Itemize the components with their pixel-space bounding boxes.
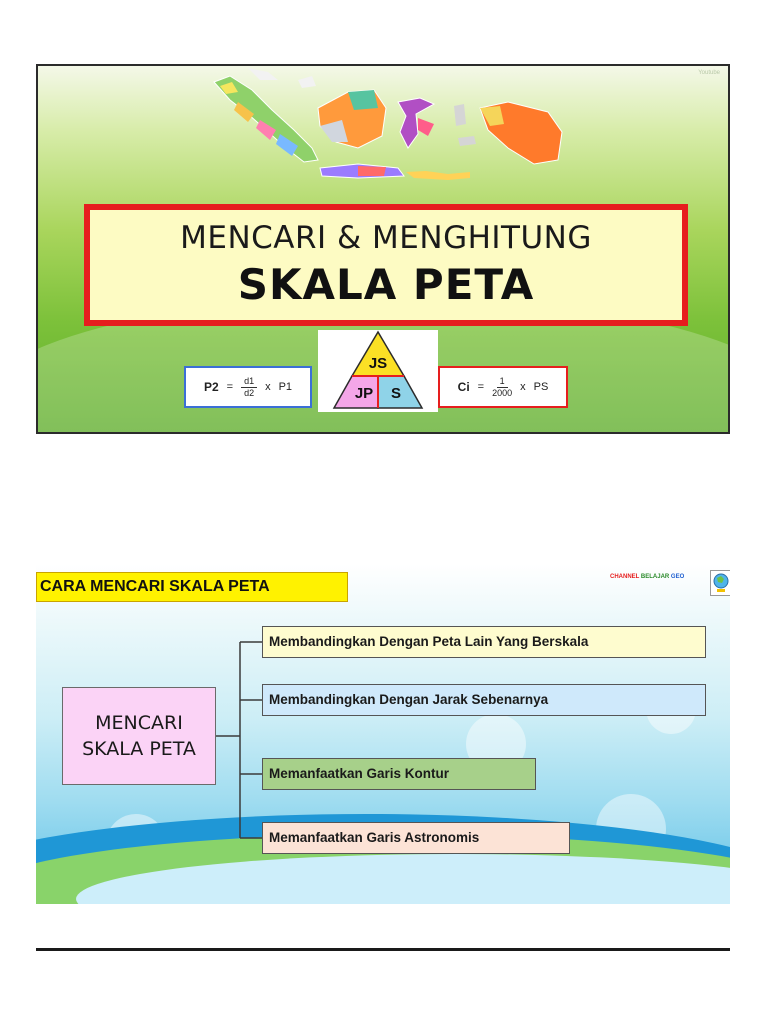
branch-item: Membandingkan Dengan Peta Lain Yang Berskala (262, 626, 706, 658)
slide-2-title: CARA MENCARI SKALA PETA (36, 572, 348, 602)
center-line-2: SKALA PETA (82, 738, 196, 760)
branch-item: Memanfaatkan Garis Kontur (262, 758, 536, 790)
formula-proportion (184, 366, 312, 408)
formula-right-lhs: Ci (457, 380, 470, 394)
slide-2 (36, 564, 730, 904)
formula-scale (438, 366, 568, 408)
triangle-right-label: S (390, 385, 402, 402)
triangle-panel (318, 330, 438, 412)
formula-right-numerator: 1 (497, 376, 508, 388)
center-line-1: MENCARI (95, 712, 183, 734)
center-node (62, 687, 216, 785)
formula-left-numerator: d1 (241, 376, 257, 388)
channel-word-3: GEO (670, 574, 685, 580)
channel-word-2: BELAJAR (640, 574, 670, 580)
title-box (84, 204, 688, 326)
formula-right-op: x (520, 381, 526, 393)
branch-item: Membandingkan Dengan Jarak Sebenarnya (262, 684, 706, 716)
formula-left-fraction (241, 376, 257, 399)
channel-word-1: CHANNEL (610, 574, 640, 580)
branch-item: Memanfaatkan Garis Astronomis (262, 822, 570, 854)
watermark: Youtube (698, 70, 720, 76)
slide-1 (36, 64, 730, 434)
title-line-2: SKALA PETA (237, 260, 535, 309)
bottom-divider (36, 948, 730, 951)
formula-left-op: x (265, 381, 271, 393)
formula-left-denominator: d2 (244, 387, 255, 398)
triangle-top-label: JS (368, 355, 388, 372)
formula-left-lhs: P2 (203, 380, 219, 394)
scale-triangle-diagram (318, 330, 438, 412)
indonesia-map-icon (208, 68, 568, 188)
formula-right-denominator: 2000 (492, 387, 513, 398)
formula-left-rhs: P1 (278, 381, 293, 393)
formula-left-eq: = (226, 381, 234, 393)
formula-right-rhs: PS (533, 381, 549, 393)
formula-right-eq: = (477, 381, 485, 393)
triangle-left-label: JP (354, 385, 374, 402)
formula-right-fraction (492, 376, 512, 399)
title-line-1: MENCARI & MENGHITUNG (180, 220, 592, 256)
